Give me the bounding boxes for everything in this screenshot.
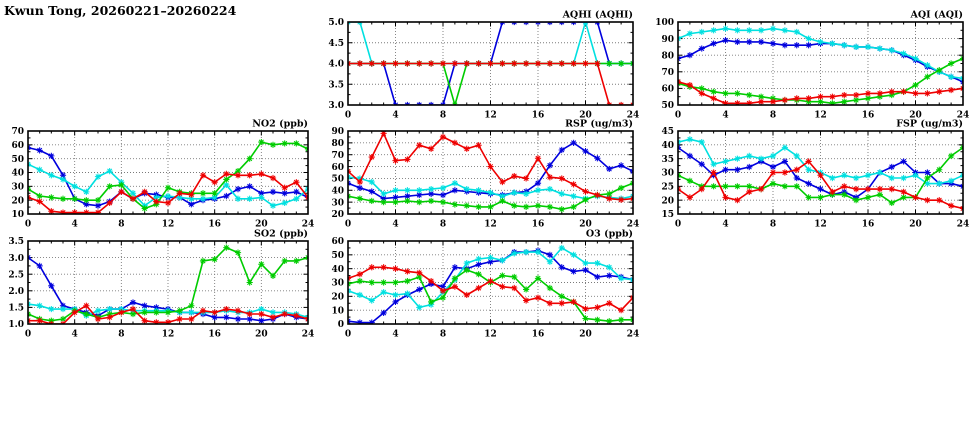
ytick-label: 50 [661,101,674,112]
ytick-label: 4.5 [328,38,344,49]
ytick-label: 60 [661,84,674,95]
xtick-label: 8 [439,329,447,340]
xtick-label: 24 [956,219,970,230]
xtick-label: 4 [71,219,78,230]
xtick-label: 24 [301,329,315,340]
ytick-label: 15 [661,210,674,221]
xtick-label: 0 [674,110,682,121]
xtick-label: 20 [255,329,268,340]
chart-aqhi [321,6,647,122]
xtick-label: 12 [484,219,497,230]
chart-rsp [321,115,647,231]
chart-svg-aqi [651,6,975,122]
ytick-label: 45 [661,127,674,138]
ytick-label: 20 [661,196,674,207]
ytick-label: 2.5 [8,270,24,281]
ytick-label: 70 [331,150,344,161]
chart-svg-aqhi [321,6,647,122]
chart-so2 [1,225,322,341]
xtick-label: 20 [579,329,592,340]
xtick-label: 16 [208,329,221,340]
ytick-label: 80 [331,139,344,150]
xtick-label: 16 [208,219,221,230]
xtick-label: 0 [674,219,682,230]
xtick-label: 12 [161,219,175,230]
ytick-label: 50 [11,154,24,165]
xtick-label: 16 [861,110,875,121]
ytick-label: 1.0 [8,320,24,331]
ytick-label: 3.0 [328,101,344,112]
ytick-label: 25 [661,182,674,193]
ytick-label: 30 [11,182,24,193]
ytick-label: 3.0 [8,253,24,264]
ytick-label: 40 [331,186,344,197]
xtick-label: 16 [531,219,545,230]
chart-title-no2: NO2 (ppb) [252,118,308,130]
ytick-label: 40 [661,141,674,152]
xtick-label: 20 [909,110,922,121]
ytick-label: 3.5 [328,80,344,91]
chart-title-rsp: RSP (ug/m3) [565,118,633,130]
ytick-label: 20 [331,210,344,221]
ytick-label: 4.0 [328,59,344,70]
ytick-label: 90 [331,127,344,138]
ytick-label: 70 [661,68,674,78]
chart-title-fsp: FSP (ug/m3) [896,118,963,130]
xtick-label: 20 [909,219,922,230]
ytick-label: 70 [11,127,24,138]
ytick-label: 40 [331,264,344,275]
xtick-label: 12 [484,329,497,340]
chart-no2 [1,115,322,231]
chart-svg-so2 [1,225,322,341]
ytick-label: 60 [331,237,344,248]
ytick-label: 80 [661,51,674,62]
xtick-label: 8 [439,219,447,230]
ytick-label: 3.5 [8,237,24,248]
ytick-label: 35 [661,154,674,165]
series-red-line [348,267,633,310]
ytick-label: 10 [11,210,24,221]
xtick-label: 4 [722,110,729,121]
xtick-label: 20 [579,110,592,121]
xtick-label: 4 [392,329,399,340]
ytick-label: 60 [11,141,24,152]
xtick-label: 0 [344,329,352,340]
xtick-label: 0 [24,219,32,230]
chart-svg-rsp [321,115,647,231]
ytick-label: 30 [331,198,344,209]
chart-fsp [651,115,975,231]
xtick-label: 8 [118,329,125,340]
xtick-label: 0 [24,329,32,340]
ytick-label: 50 [331,251,344,262]
page-title: Kwun Tong, 20260221–20260224 [4,3,237,18]
xtick-label: 24 [626,219,640,230]
ytick-label: 10 [331,306,344,317]
series-red-line [678,161,963,208]
xtick-label: 8 [118,219,125,230]
xtick-label: 4 [722,219,729,230]
ytick-label: 100 [655,18,674,29]
chart-title-aqhi: AQHI (AQHI) [562,9,633,21]
xtick-label: 24 [626,110,640,121]
ytick-label: 0 [337,320,344,331]
ytick-label: 5.0 [328,18,344,29]
ytick-label: 60 [331,162,344,173]
xtick-label: 4 [392,110,399,121]
xtick-label: 12 [161,329,175,340]
ytick-label: 2.0 [8,287,24,297]
chart-aqi [651,6,975,122]
ytick-label: 50 [331,174,344,185]
xtick-label: 4 [392,219,399,230]
chart-svg-no2 [1,115,322,231]
xtick-label: 16 [861,219,875,230]
ytick-label: 90 [661,34,674,45]
xtick-label: 8 [439,110,447,121]
chart-title-o3: O3 (ppb) [585,228,633,240]
xtick-label: 20 [255,219,268,230]
xtick-label: 16 [531,329,545,340]
xtick-label: 24 [301,219,315,230]
xtick-label: 4 [71,329,78,340]
xtick-label: 8 [769,110,777,121]
ytick-label: 30 [661,168,674,179]
ytick-label: 20 [11,196,24,207]
xtick-label: 12 [484,110,497,121]
xtick-label: 12 [814,219,827,230]
chart-title-so2: SO2 (ppb) [254,228,308,240]
xtick-label: 16 [531,110,545,121]
ytick-label: 40 [11,168,24,179]
ytick-label: 30 [331,278,344,289]
xtick-label: 12 [814,110,827,121]
xtick-label: 20 [579,219,592,230]
chart-o3 [321,225,647,341]
ytick-label: 20 [331,292,344,303]
xtick-label: 24 [626,329,640,340]
ytick-label: 1.5 [8,303,24,314]
xtick-label: 0 [344,110,352,121]
xtick-label: 24 [956,110,970,121]
chart-svg-o3 [321,225,647,341]
xtick-label: 0 [344,219,352,230]
xtick-label: 8 [769,219,777,230]
chart-svg-fsp [651,115,975,231]
chart-title-aqi: AQI (AQI) [910,9,963,21]
